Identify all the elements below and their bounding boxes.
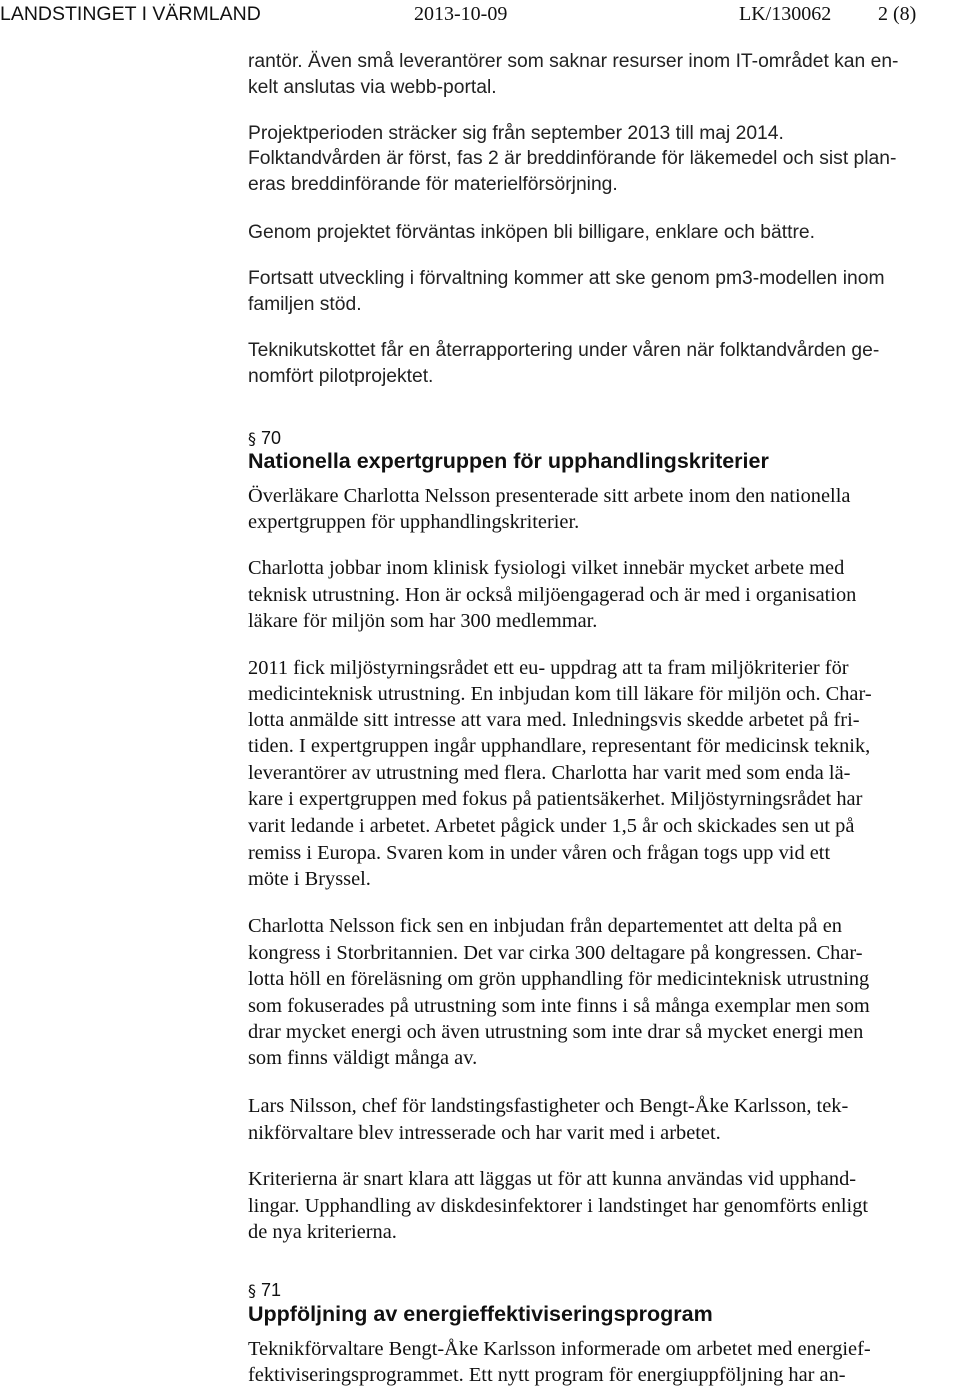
section-70-title: Nationella expertgruppen för upphandlingskriterier (248, 449, 769, 473)
intro-line: nomfört pilotprojektet. (248, 366, 434, 387)
header-page-number: 2 (8) (878, 3, 917, 25)
section-71-title: Uppföljning av energieffektiviseringsprogram (248, 1302, 713, 1326)
intro-line: Folktandvården är först, fas 2 är breddinförande för läkemedel och sist plan- (248, 148, 897, 169)
section-number: 71 (261, 1280, 282, 1300)
intro-line: Teknikutskottet får en återrapportering under våren när folktandvården ge- (248, 340, 880, 361)
section-70-line: nikförvaltare blev intresserade och har varit med i arbetet. (248, 1122, 721, 1144)
section-70-line: Kriterierna är snart klara att läggas ut för att kunna användas vid upphand- (248, 1168, 857, 1190)
intro-line: rantör. Även små leverantörer som saknar resurser inom IT-området kan en- (248, 51, 899, 72)
section-70-line: lingar. Upphandling av diskdesinfektorer i landstinget har genomförts enligt (248, 1195, 869, 1217)
header-reference: LK/130062 (739, 3, 832, 25)
section-70-line: medicinteknisk utrustning. En inbjudan kom till läkare för miljön och. Char- (248, 683, 872, 705)
section-70-line: de nya kriterierna. (248, 1221, 397, 1243)
section-70-line: som finns väldigt många av. (248, 1047, 478, 1069)
intro-line: Fortsatt utveckling i förvaltning kommer att ske genom pm3-modellen inom (248, 268, 885, 289)
section-70-line: tiden. I expertgruppen ingår upphandlare, representant för medicinsk teknik, (248, 735, 871, 757)
paragraph-symbol: § (248, 1281, 256, 1300)
section-70-line: expertgruppen för upphandlingskriterier. (248, 511, 580, 533)
intro-line: familjen stöd. (248, 294, 362, 315)
section-70-line: remiss i Europa. Svaren kom in under våren och frågan togs upp vid ett (248, 842, 831, 864)
header-organization: LANDSTINGET I VÄRMLAND (0, 3, 261, 25)
section-70-line: Lars Nilsson, chef för landstingsfastigheter och Bengt-Åke Karlsson, tek- (248, 1095, 849, 1117)
section-71-line: Teknikförvaltare Bengt-Åke Karlsson informerade om arbetet med energief- (248, 1338, 871, 1360)
intro-line: Projektperioden sträcker sig från september 2013 till maj 2014. (248, 123, 784, 144)
paragraph-symbol: § (248, 429, 256, 448)
section-70-line: Charlotta jobbar inom klinisk fysiologi vilket innebär mycket arbete med (248, 557, 845, 579)
section-70-line: kare i expertgruppen med fokus på patientsäkerhet. Miljöstyrningsrådet har (248, 788, 863, 810)
section-70-line: 2011 fick miljöstyrningsrådet ett eu- uppdrag att ta fram miljökriterier för (248, 657, 849, 679)
section-70-number (248, 428, 281, 449)
section-71-number (248, 1280, 281, 1301)
section-70-line: leverantörer av utrustning med flera. Charlotta har varit med som enda lä- (248, 762, 851, 784)
section-70-line: möte i Bryssel. (248, 868, 371, 890)
section-71-line: fektiviseringsprogrammet. Ett nytt program för energiuppföljning har an- (248, 1364, 846, 1386)
section-70-line: Överläkare Charlotta Nelsson presenterade sitt arbete inom den nationella (248, 485, 851, 507)
section-number: 70 (261, 428, 282, 448)
section-70-line: varit ledande i arbetet. Arbetet pågick under 1,5 år och skickades sen ut på (248, 815, 855, 837)
section-70-line: lotta anmälde sitt intresse att vara med. Inledningsvis skedde arbetet på fri- (248, 709, 860, 731)
section-70-line: läkare för miljön som har 300 medlemmar. (248, 610, 598, 632)
section-70-line: lotta höll en föreläsning om grön upphandling för medicinteknisk utrustning (248, 968, 870, 990)
section-70-line: kongress i Storbritannien. Det var cirka 300 deltagare på kongressen. Char- (248, 942, 863, 964)
section-70-line: Charlotta Nelsson fick sen en inbjudan från departementet att delta på en (248, 915, 842, 937)
section-70-line: som fokuserades på utrustning som inte finns i så många exemplar men som (248, 995, 870, 1017)
section-70-line: drar mycket energi och även utrustning som inte drar så mycket energi men (248, 1021, 864, 1043)
page-header (0, 2, 960, 30)
header-date: 2013-10-09 (414, 3, 508, 25)
intro-line: kelt anslutas via webb-portal. (248, 77, 497, 98)
intro-line: Genom projektet förväntas inköpen bli billigare, enklare och bättre. (248, 222, 815, 243)
intro-line: eras breddinförande för materielförsörjning. (248, 174, 618, 195)
section-70-line: teknisk utrustning. Hon är också miljöengagerad och är med i organisation (248, 584, 857, 606)
